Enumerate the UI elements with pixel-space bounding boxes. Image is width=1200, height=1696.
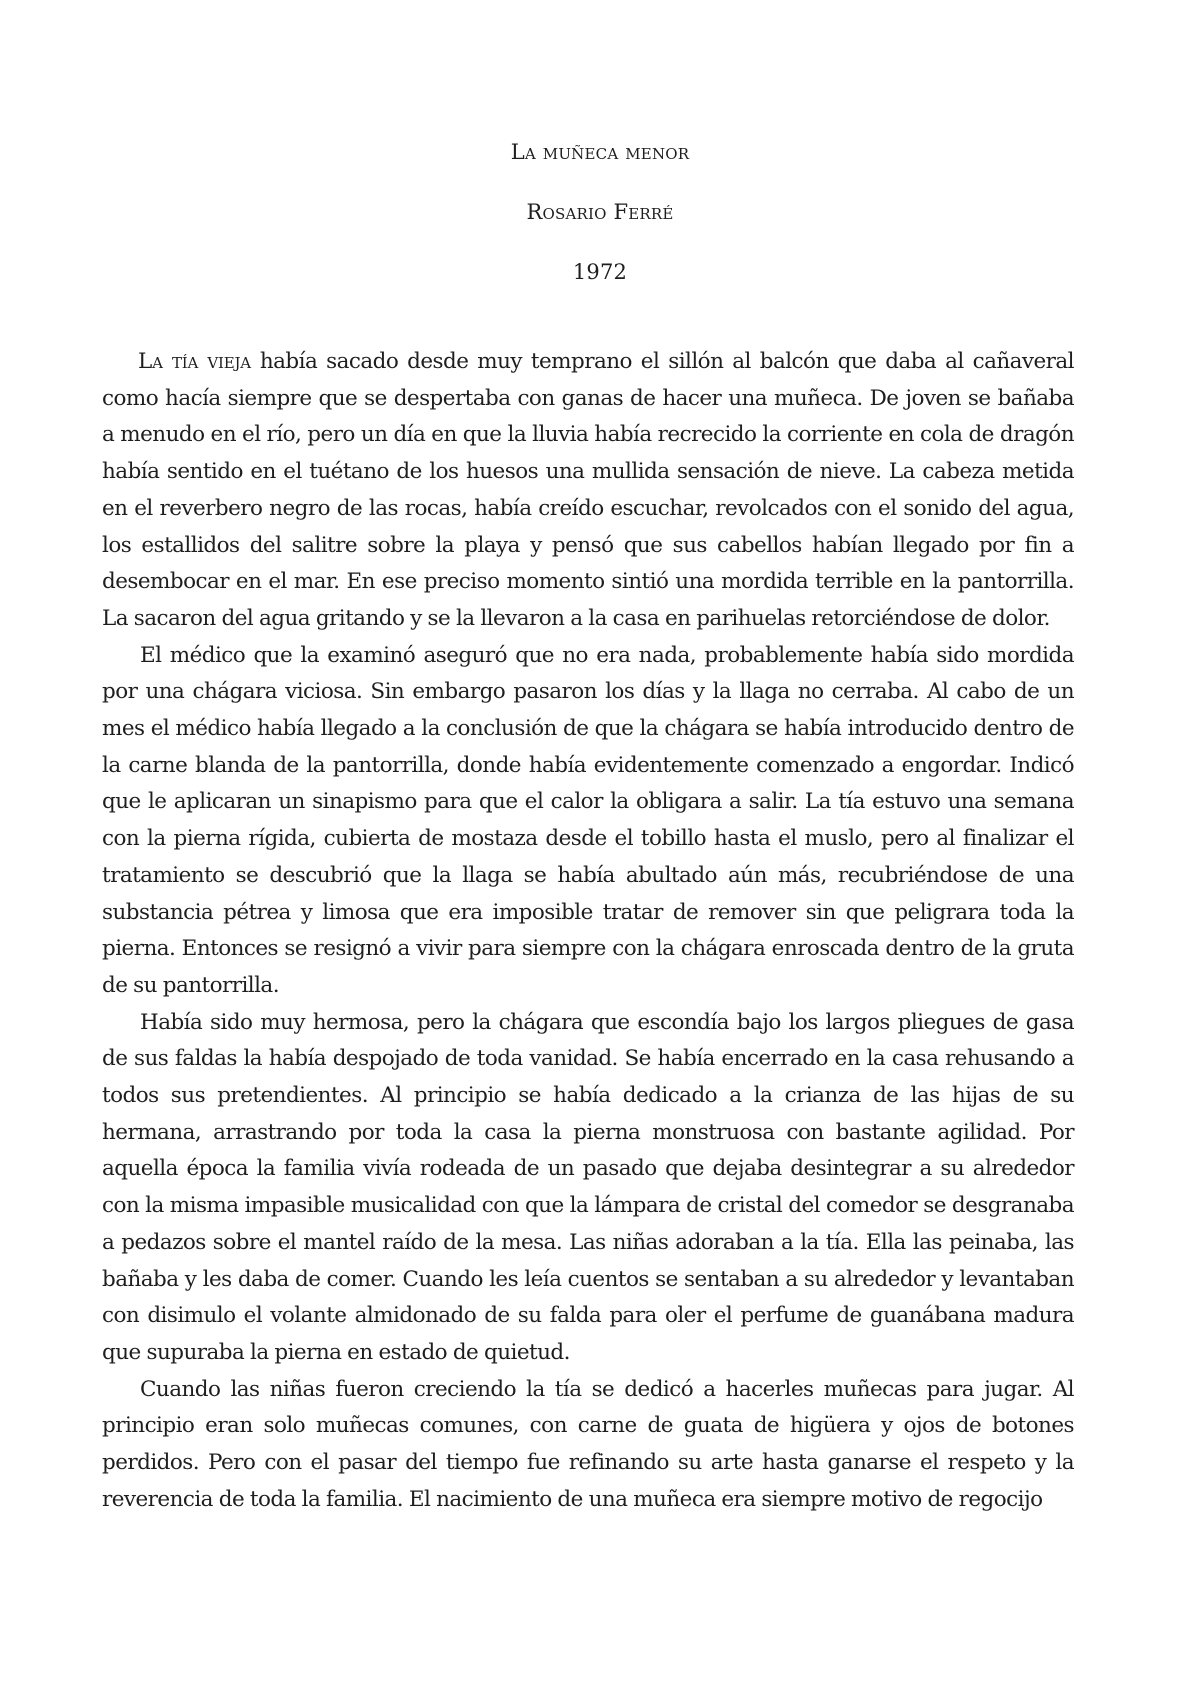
story-title: La muñeca menor	[510, 140, 690, 164]
story-body	[102, 344, 1074, 1519]
paragraph-1	[102, 344, 1074, 638]
paragraph-1-text: había sacado desde muy temprano el sillón al balcón que daba al cañaveral como hacía siempre que se despertaba con ganas de hacer una muñeca. De joven se bañaba a menudo en el río, pero un día en que la lluvia había recrecido la corriente en cola de dragón había sentido en el tuétano de los huesos una mullida sensación de nieve. La cabeza metida en el reverbero negro de las rocas, había creído escuchar, revolcados con el sonido del agua, los estallidos del salitre sobre la playa y pensó que sus cabellos habían llegado por fin a desembocar en el mar. En ese preciso momento sintió una mordida terrible en la pantorrilla. La sacaron del agua gritando y se la llevaron a la casa en parihuelas retorciéndose de dolor.	[102, 349, 1074, 631]
paragraph-4: Cuando las niñas fueron creciendo la tía se dedicó a hacerles muñecas para jugar. Al principio eran solo muñecas comunes, con carne de guata de higüera y ojos de botones perdidos. Pero con el pasar del tiempo fue refinando su arte hasta ganarse el respeto y la reverencia de toda la familia. El nacimiento de una muñeca era siempre motivo de regocijo	[102, 1376, 1074, 1512]
paragraph-2: El médico que la examinó aseguró que no era nada, probablemente había sido mordida por una chágara viciosa. Sin embargo pasaron los días y la llaga no cerraba. Al cabo de un mes el médico había llegado a la conclusión de que la chágara se había introducido dentro de la carne blanda de la pantorrilla, donde había evidentemente comenzado a engordar. Indicó que le aplicaran un sinapismo para que el calor la obligara a salir. La tía estuvo una semana con la pierna rígida, cubierta de mostaza desde el tobillo hasta el muslo, pero al finalizar el tratamiento se descubrió que la llaga se había abultado aún más, recubriéndose de una substancia pétrea y limosa que era imposible tratar de remover sin que peligrara toda la pierna. Entonces se resignó a vivir para siempre con la chágara enroscada dentro de la gruta de su pantorrilla.	[102, 642, 1074, 998]
opening-words: La tía vieja	[138, 349, 251, 374]
paragraph-3: Había sido muy hermosa, pero la chágara que escondía bajo los largos pliegues de gasa de sus faldas la había despojado de toda vanidad. Se había encerrado en la casa rehusando a todos sus pretendientes. Al principio se había dedicado a la crianza de las hijas de su hermana, arrastrando por toda la casa la pierna monstruosa con bastante agilidad. Por aquella época la familia vivía rodeada de un pasado que dejaba desintegrar a su alrededor con la misma impasible musicalidad con que la lámpara de cristal del comedor se desgranaba a pedazos sobre el mantel raído de la mesa. Las niñas adoraban a la tía. Ella las peinaba, las bañaba y les daba de comer. Cuando les leía cuentos se sentaban a su alrededor y levantaban con disimulo el volante almidonado de su falda para oler el perfume de guanábana madura que supuraba la pierna en estado de quietud.	[102, 1009, 1074, 1365]
story-year: 1972	[572, 260, 628, 284]
story-author: Rosario Ferré	[526, 200, 674, 224]
